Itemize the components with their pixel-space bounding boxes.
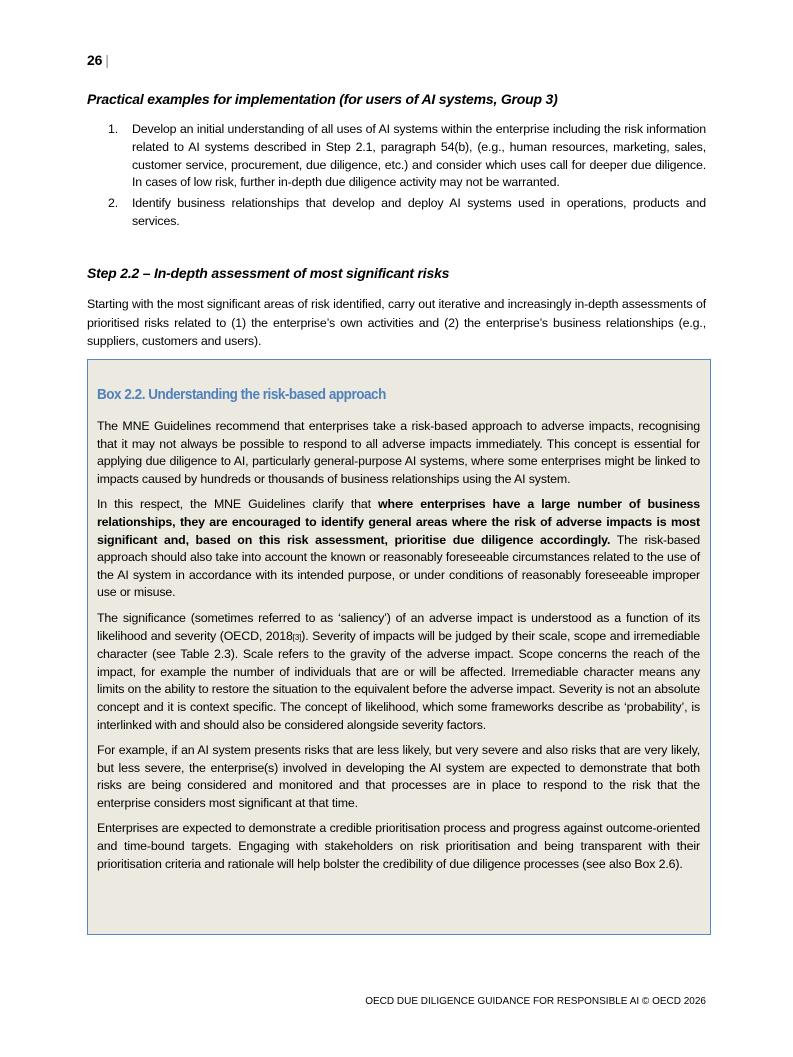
page-footer: OECD DUE DILIGENCE GUIDANCE FOR RESPONSIBLE AI © OECD 2026: [365, 996, 706, 1007]
step-2-2-intro: Starting with the most significant areas of risk identified, carry out iterative and increasingly in-depth assessments of prioritised risks related to (1) the enterprise’s own activities and (2) the enterprise’s business relationships (e.g., suppliers, customers and users).: [87, 297, 706, 348]
box-paragraph-5: Enterprises are expected to demonstrate a credible prioritisation process and progress against outcome-oriented and time-bound targets. Engaging with stakeholders on risk prioritisation and being transparent with their prioritisation criteria and rationale will help bolster the credibility of due diligence processes (see also Box 2.6).: [97, 821, 700, 871]
page-number-value: 26: [87, 52, 103, 68]
list-item: [108, 121, 706, 192]
box-2-2: [87, 359, 711, 935]
box-p3-before-ref: The significance (sometimes referred to as ‘saliency’) of an adverse impact is understood as a function of its likelihood and severity (OECD, 2018: [97, 610, 700, 643]
page-number-separator: |: [105, 52, 109, 68]
list-item-text: Identify business relationships that develop and deploy AI systems used in operations, products and services.: [132, 196, 706, 228]
list-item-text: Develop an initial understanding of all uses of AI systems within the enterprise including the risk information related to AI systems described in Step 2.1, paragraph 54(b), (e.g., human resources, marketing, sales, customer service, procurement, due diligence, etc.) and consider which uses call for deeper due diligence. In cases of low risk, further in-depth due diligence activity may not be warranted.: [132, 122, 706, 190]
citation-reference-link[interactable]: [3]: [292, 632, 302, 642]
list-item: [108, 195, 706, 231]
step-2-2-heading: Step 2.2 – In-depth assessment of most significant risks: [87, 265, 450, 281]
box-body: [97, 418, 700, 881]
practical-examples-heading: Practical examples for implementation (for users of AI systems, Group 3): [87, 91, 558, 107]
box-paragraph-3: [97, 610, 700, 734]
practical-examples-list: [108, 121, 706, 234]
box-p2-bold: where enterprises have a large number of business relationships, they are encouraged to identify general areas where the risk of adverse impacts is most significant and, based on this risk assessment, prioritise due diligence accordingly.: [97, 497, 700, 547]
box-p2-tail: The risk-based approach should also take into account the known or reasonably foreseeable circumstances related to the use of the AI system in accordance with its intended purpose, or under conditions of reasonably foreseeable improper use or misuse.: [97, 532, 701, 600]
box-paragraph-1: The MNE Guidelines recommend that enterprises take a risk-based approach to adverse impacts, recognising that it may not always be possible to respond to all adverse impacts immediately. This concept is essential for applying due diligence to AI, particularly general-purpose AI systems, where some enterprises might be linked to impacts caused by hundreds or thousands of business relationships using the AI system.: [97, 419, 700, 486]
box-paragraph-2: [97, 496, 700, 602]
box-title: Box 2.2. Understanding the risk-based approach: [97, 387, 386, 403]
page-number: [87, 52, 109, 68]
box-paragraph-4: For example, if an AI system presents risks that are less likely, but very severe and also risks that are very likely, but less severe, the enterprise(s) involved in developing the AI system are expected to demonstrate that both risks are being considered and monitored and that processes are in place to respond to the risk that the enterprise considers most significant at that time.: [97, 743, 700, 810]
box-p2-lead: In this respect, the MNE Guidelines clarify that: [97, 497, 379, 512]
list-item-number: 2.: [108, 196, 119, 211]
box-p3-after-ref: ). Severity of impacts will be judged by their scale, scope and irremediable character (see Table 2.3). Scale refers to the gravity of the adverse impact. Scope concerns the reach of the impact, for example the number of individuals that are or will be affected. Irremediable character means any limits on the ability to restore the situation to the equivalent before the adverse impact. Severity is not an absolute concept and it is context specific. The concept of likelihood, which some frameworks describe as ‘probability’, is interlinked with and should also be considered alongside severity factors.: [97, 628, 700, 732]
list-item-number: 1.: [108, 122, 119, 136]
